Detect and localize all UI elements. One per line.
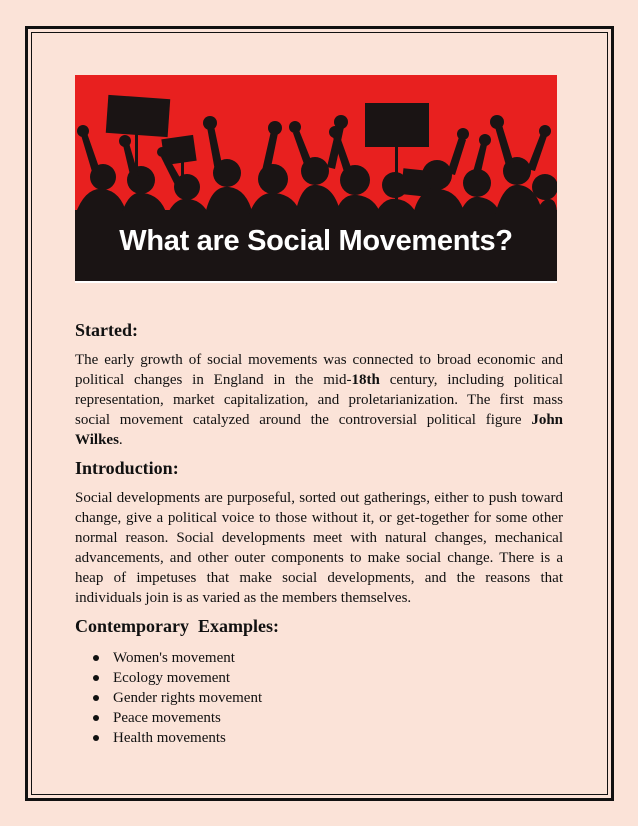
started-text-3: . bbox=[118, 432, 123, 448]
introduction-paragraph: Social developments are purposeful, sorted out gatherings, either to push toward change, give a political voice to those without it, or get-together for some other normal reason. Social developments meet with natural changes, mechanical advancements, and other outer components to make social change. There is a heap of impetuses that make social developments, and the reasons that individuals join is as varied as the members themselves. bbox=[75, 490, 563, 606]
introduction-heading: Introduction: bbox=[75, 458, 179, 478]
started-bold-century: 18th bbox=[351, 372, 380, 388]
list-item-text: Peace movements bbox=[113, 710, 221, 726]
list-item bbox=[75, 668, 563, 688]
bullet-icon bbox=[93, 695, 99, 701]
list-item bbox=[75, 708, 563, 728]
list-item-text: Women's movement bbox=[113, 650, 235, 666]
examples-list bbox=[75, 648, 563, 748]
started-paragraph bbox=[75, 350, 563, 450]
bullet-icon bbox=[93, 675, 99, 681]
document-body bbox=[75, 318, 563, 748]
started-bold-name: John Wilkes bbox=[75, 412, 563, 448]
examples-heading: Contemporary Examples: bbox=[75, 616, 279, 636]
started-text-2: century, including political representation, market capitalization, and proletarianization. The first mass social movement catalyzed around the controversial political figure bbox=[75, 372, 563, 428]
list-item-text: Health movements bbox=[113, 730, 226, 746]
list-item bbox=[75, 688, 563, 708]
started-heading: Started: bbox=[75, 320, 138, 340]
bullet-icon bbox=[93, 735, 99, 741]
bullet-icon bbox=[93, 655, 99, 661]
banner-image bbox=[75, 75, 557, 283]
bullet-icon bbox=[93, 715, 99, 721]
list-item-text: Ecology movement bbox=[113, 670, 231, 686]
banner-title: What are Social Movements? bbox=[119, 225, 513, 257]
started-text-1: The early growth of social movements was connected to broad economic and political changes in England in the mid- bbox=[75, 352, 563, 388]
list-item-text: Gender rights movement bbox=[113, 690, 263, 706]
list-item bbox=[75, 728, 563, 748]
list-item bbox=[75, 648, 563, 668]
